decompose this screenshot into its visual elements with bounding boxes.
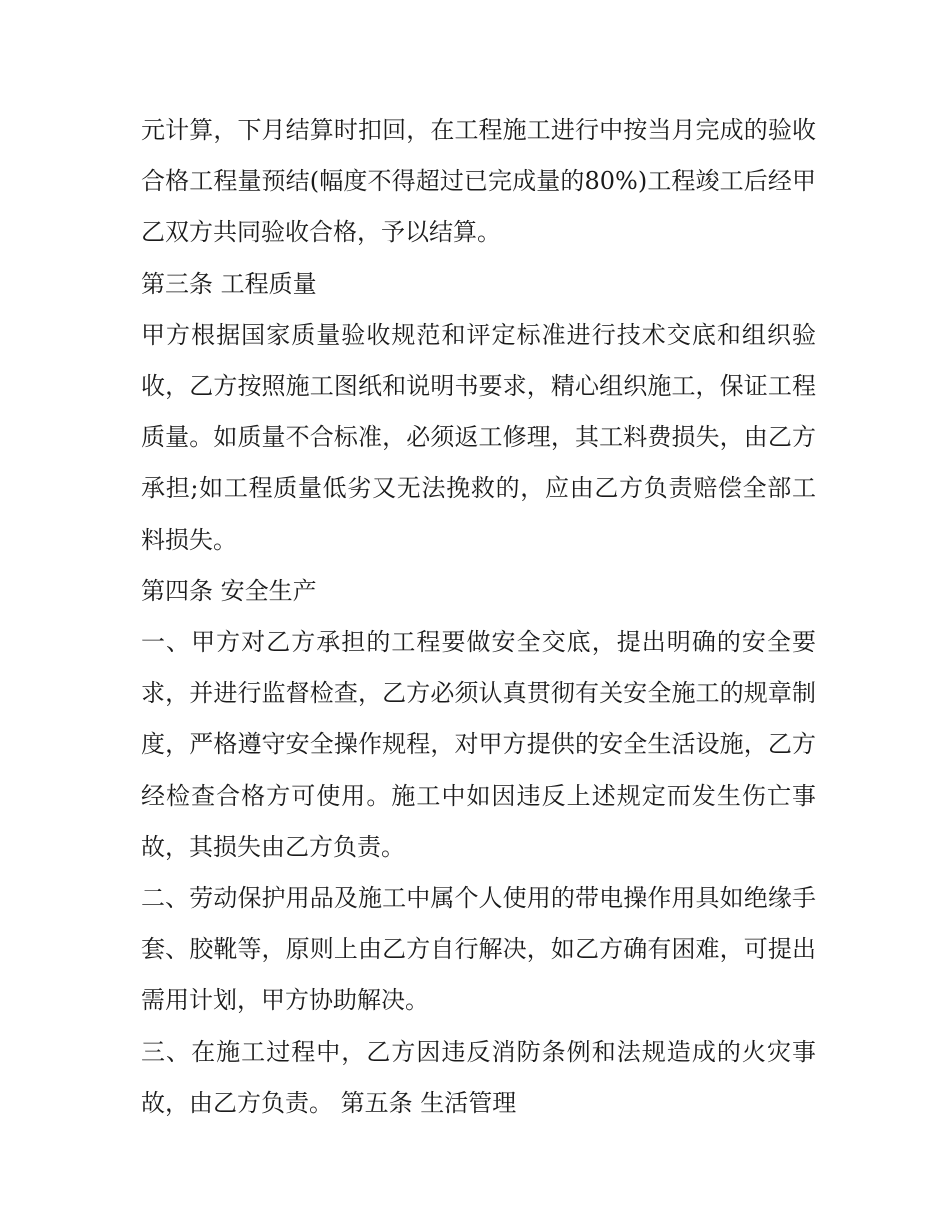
heading-article-3-quality: 第三条 工程质量 bbox=[141, 269, 317, 298]
heading-article-4-safety: 第四条 安全生产 bbox=[141, 576, 317, 605]
paragraph-settlement: 元计算，下月结算时扣回，在工程施工进行中按当月完成的验收合格工程量预结(幅度不得超过已完成量的80%)工程竣工后经甲乙双方共同验收合格，予以结算。 bbox=[141, 116, 816, 247]
paragraph-safety-1: 一、甲方对乙方承担的工程要做安全交底，提出明确的安全要求，并进行监督检查，乙方必须认真贯彻有关安全施工的规章制度，严格遵守安全操作规程，对甲方提供的安全生活设施，乙方经检查合格方可使用。施工中如因违反上述规定而发生伤亡事故，其损失由乙方负责。 bbox=[141, 628, 816, 861]
paragraph-safety-3: 三、在施工过程中，乙方因违反消防条例和法规造成的火灾事故，由乙方负责。 第五条 生活管理 bbox=[141, 1037, 816, 1117]
paragraph-quality: 甲方根据国家质量验收规范和评定标准进行技术交底和组织验收，乙方按照施工图纸和说明书要求，精心组织施工，保证工程质量。如质量不合标准，必须返工修理，其工料费损失，由乙方承担;如工程质量低劣又无法挽救的，应由乙方负责赔偿全部工料损失。 bbox=[141, 320, 816, 554]
paragraph-safety-2: 二、劳动保护用品及施工中属个人使用的带电操作用具如绝缘手套、胶靴等，原则上由乙方自行解决，如乙方确有困难，可提出需用计划，甲方协助解决。 bbox=[141, 884, 816, 1015]
document-body bbox=[141, 105, 816, 1129]
